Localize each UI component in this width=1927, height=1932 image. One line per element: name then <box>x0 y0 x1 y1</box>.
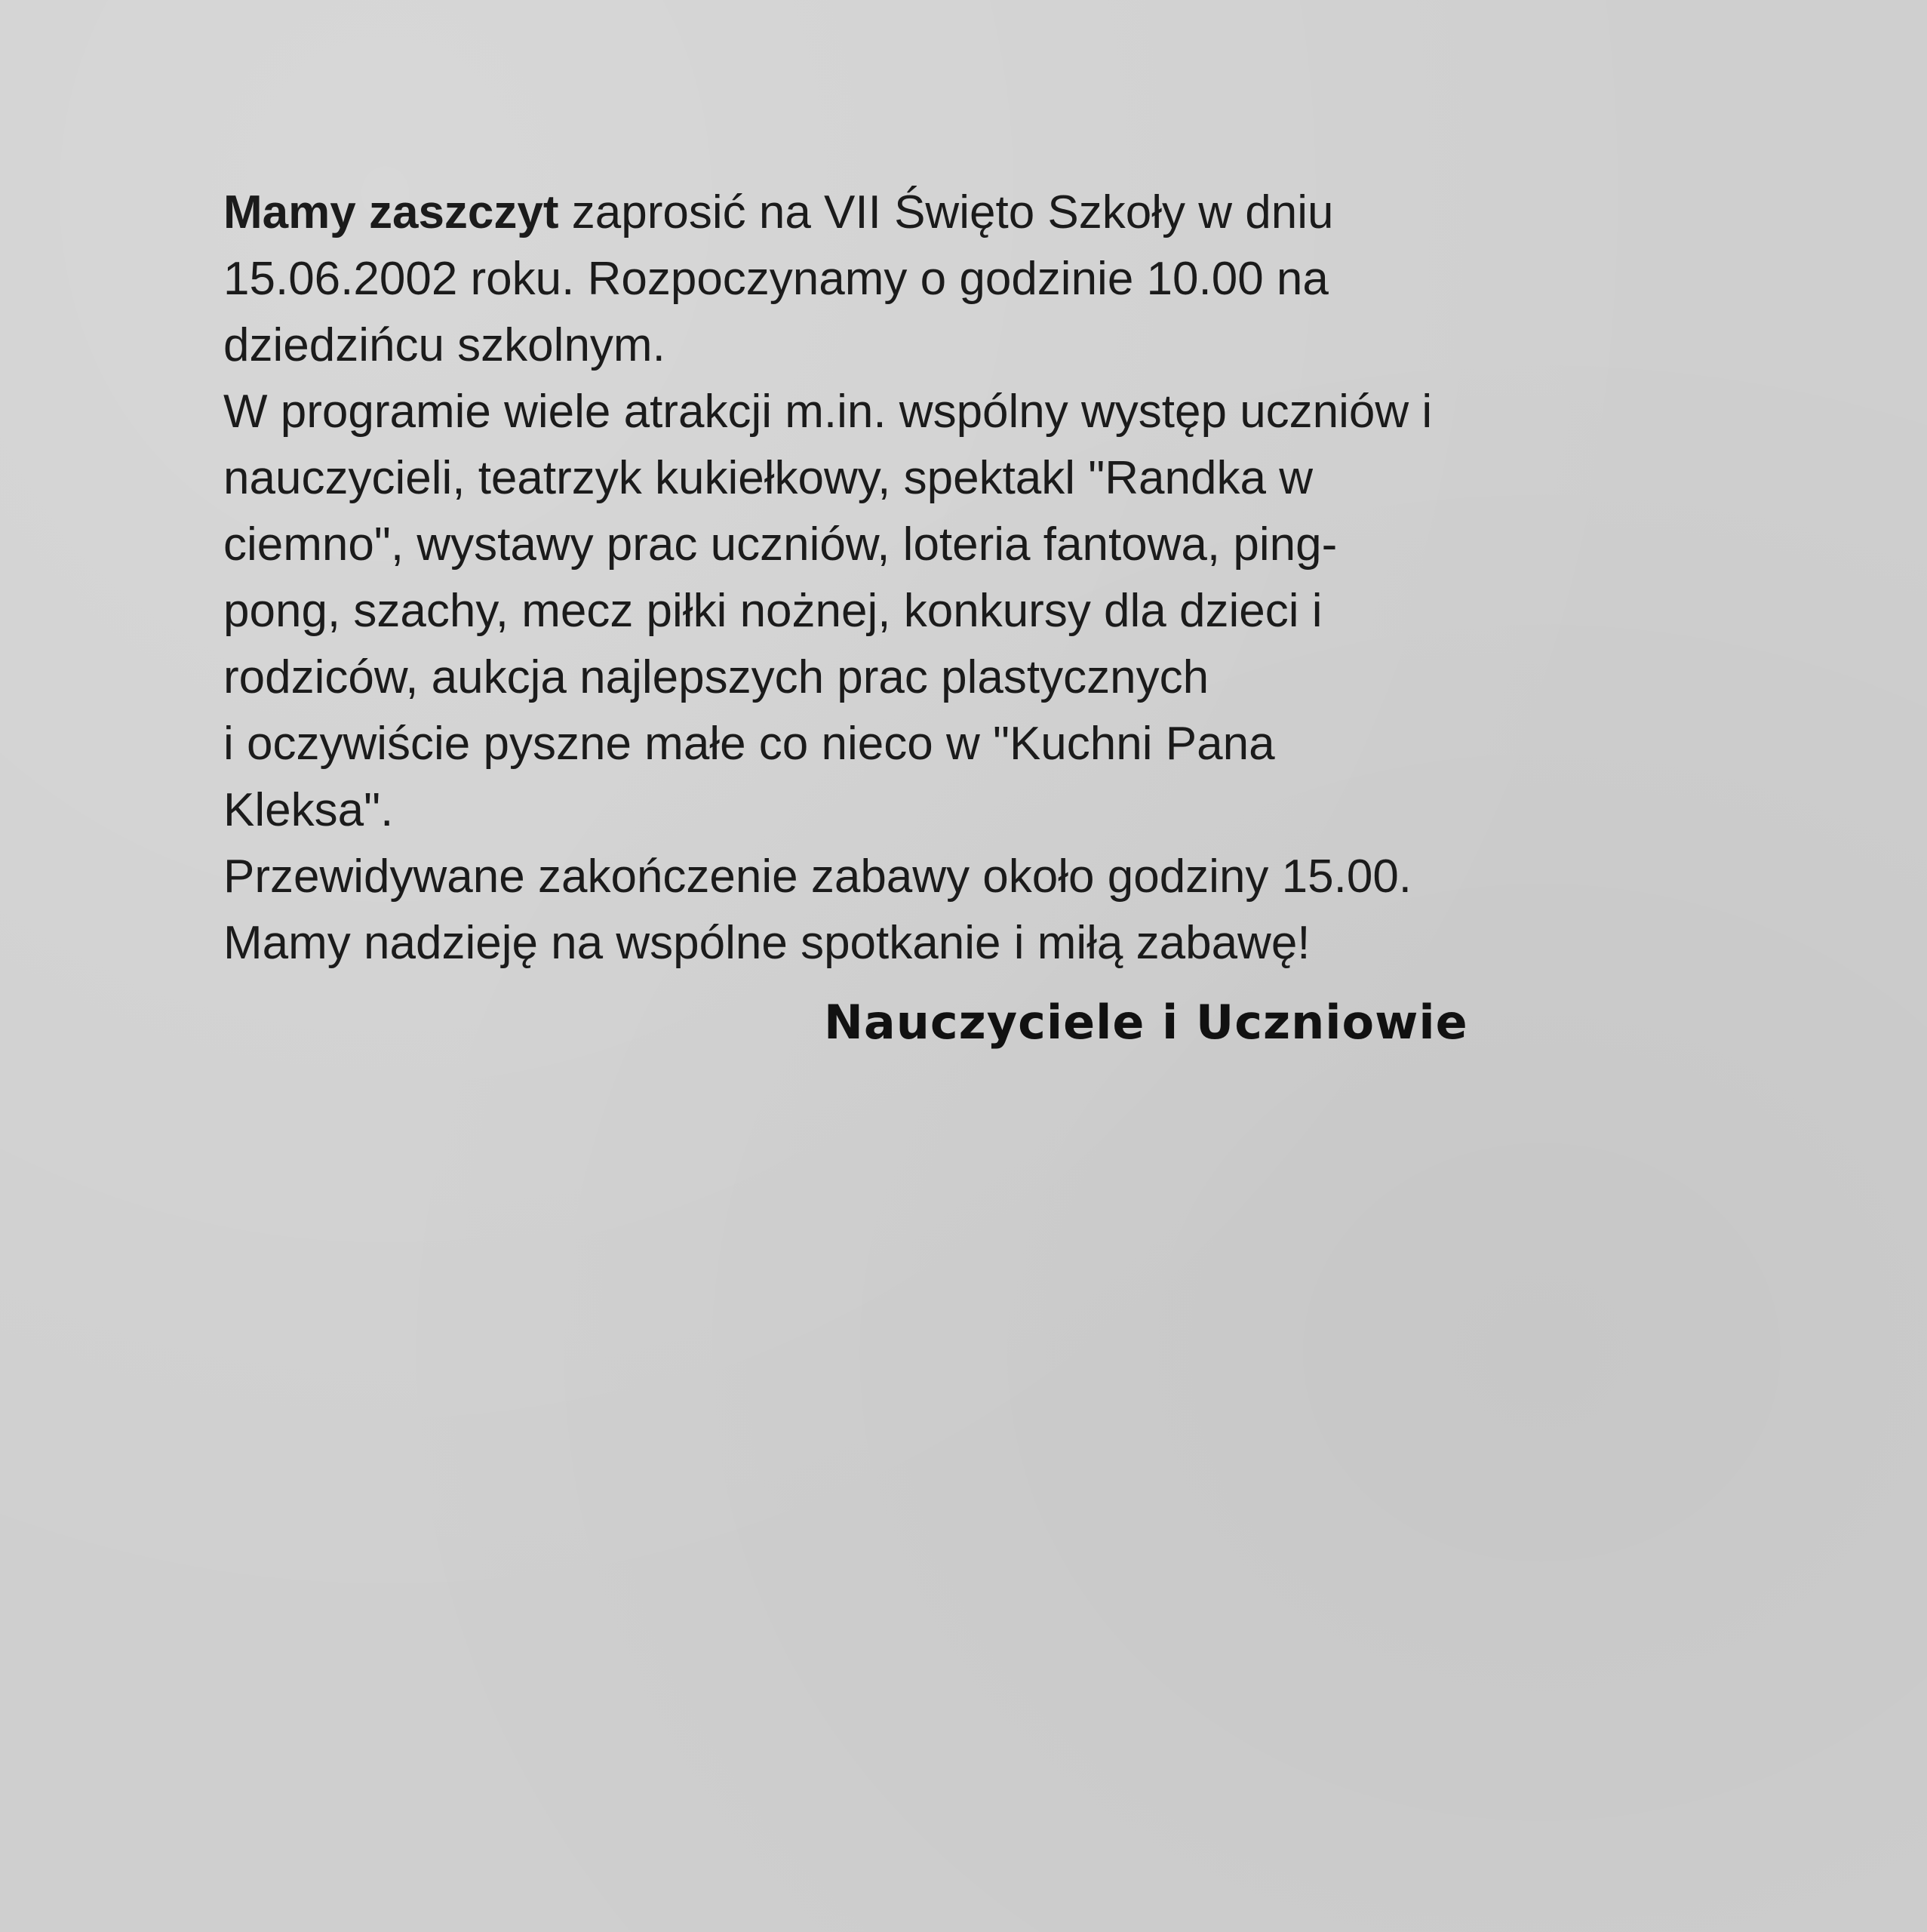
invitation-text <box>223 180 1657 977</box>
text-line-6: ciemno", wystawy prac uczniów, loteria fantowa, ping- <box>223 518 1338 571</box>
text-line-12: Mamy nadzieję na wspólne spotkanie i miłą zabawę! <box>223 917 1311 969</box>
text-line-8: rodziców, aukcja najlepszych prac plastycznych <box>223 651 1209 703</box>
signature: Nauczyciele i Uczniowie <box>824 995 1468 1050</box>
text-line-10: Kleksa". <box>223 784 394 836</box>
text-line-5: nauczycieli, teatrzyk kukiełkowy, spektakl "Randka w <box>223 452 1313 504</box>
text-line-3: dziedzińcu szkolnym. <box>223 319 665 371</box>
line-text: zaprosić na VII Święto Szkoły w dniu <box>558 186 1334 238</box>
text-line-4: W programie wiele atrakcji m.in. wspólny występ uczniów i <box>223 386 1433 438</box>
text-line-11: Przewidywane zakończenie zabawy około godziny 15.00. <box>223 851 1412 903</box>
bold-phrase: Mamy zaszczyt <box>223 186 559 238</box>
text-line-1 <box>223 180 1657 246</box>
text-line-7: pong, szachy, mecz piłki nożnej, konkursy dla dzieci i <box>223 585 1323 637</box>
text-line-9: i oczywiście pyszne małe co nieco w "Kuchni Pana <box>223 718 1275 770</box>
text-line-2: 15.06.2002 roku. Rozpoczynamy o godzinie 10.00 na <box>223 253 1329 305</box>
